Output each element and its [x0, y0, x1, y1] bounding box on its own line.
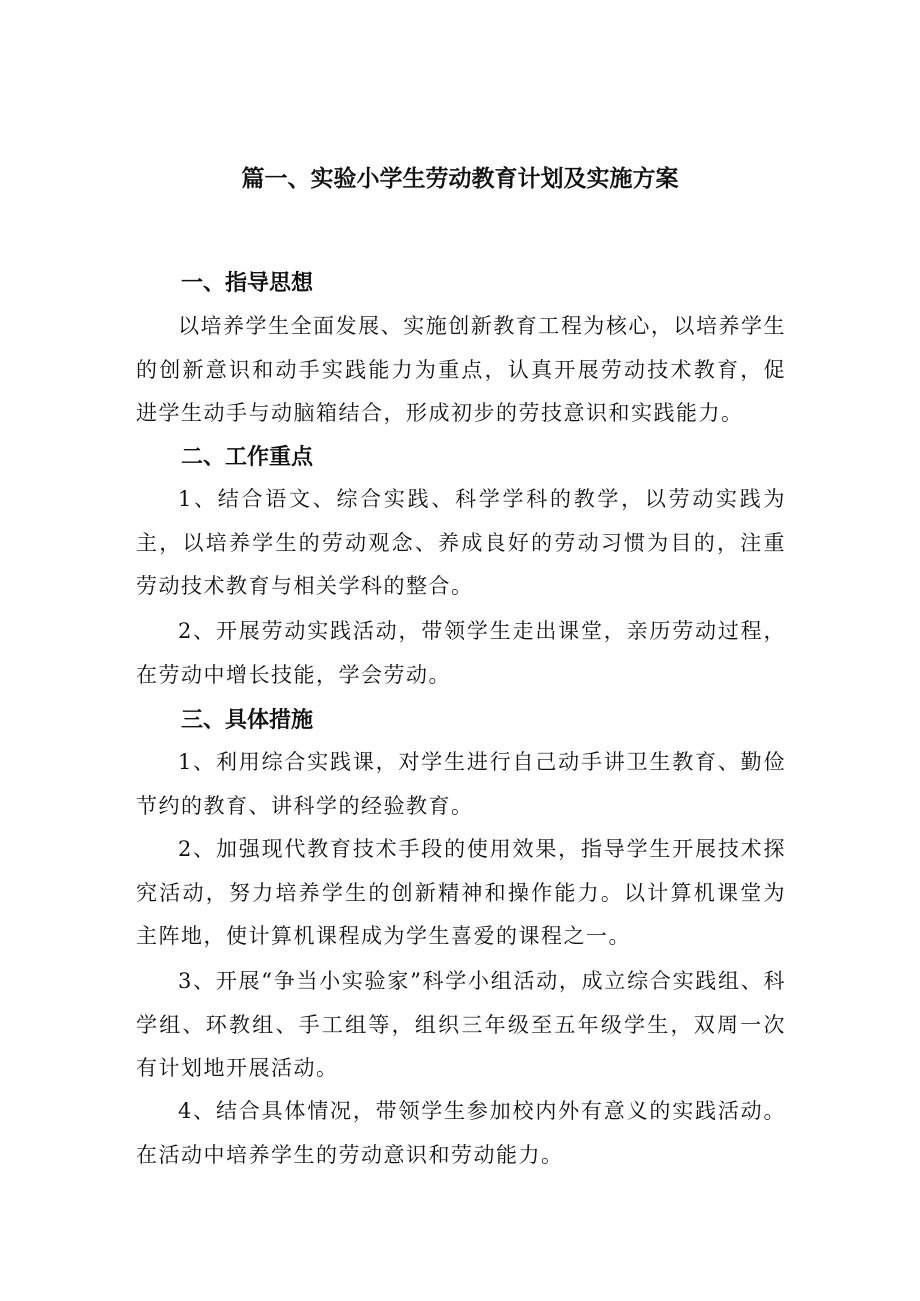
section-heading-guiding-ideology: 一、指导思想 — [181, 271, 314, 296]
paragraph-measures-4: 4、结合具体情况，带领学生参加校内外有意义的实践活动。在活动中培养学生的劳动意识和劳动能力。 — [136, 1099, 786, 1167]
paragraph-measures-2: 2、加强现代教育技术手段的使用效果，指导学生开展技术探究活动，努力培养学生的创新精神和操作能力。以计算机课堂为主阵地，使计算机课程成为学生喜爱的课程之一。 — [136, 837, 786, 948]
paragraph-work-focus-2: 2、开展劳动实践活动，带领学生走出课堂，亲历劳动过程，在劳动中增长技能，学会劳动。 — [136, 619, 786, 687]
paragraph-guiding-ideology: 以培养学生全面发展、实施创新教育工程为核心，以培养学生的创新意识和动手实践能力为重点，认真开展劳动技术教育，促进学生动手与动脑箱结合，形成初步的劳技意识和实践能力。 — [136, 314, 786, 425]
paragraph-measures-3: 3、开展“争当小实验家”科学小组活动，成立综合实践组、科学组、环教组、手工组等，组织三年级至五年级学生，双周一次有计划地开展活动。 — [136, 969, 786, 1080]
section-heading-work-focus: 二、工作重点 — [181, 445, 314, 470]
document-title: 篇一、实验小学生劳动教育计划及实施方案 — [241, 166, 679, 192]
paragraph-measures-1: 1、利用综合实践课，对学生进行自己动手讲卫生教育、勤俭节约的教育、讲科学的经验教育。 — [136, 750, 786, 818]
section-heading-specific-measures: 三、具体措施 — [181, 708, 314, 733]
paragraph-work-focus-1: 1、结合语文、综合实践、科学学科的教学，以劳动实践为主，以培养学生的劳动观念、养成良好的劳动习惯为目的，注重劳动技术教育与相关学科的整合。 — [136, 487, 786, 598]
